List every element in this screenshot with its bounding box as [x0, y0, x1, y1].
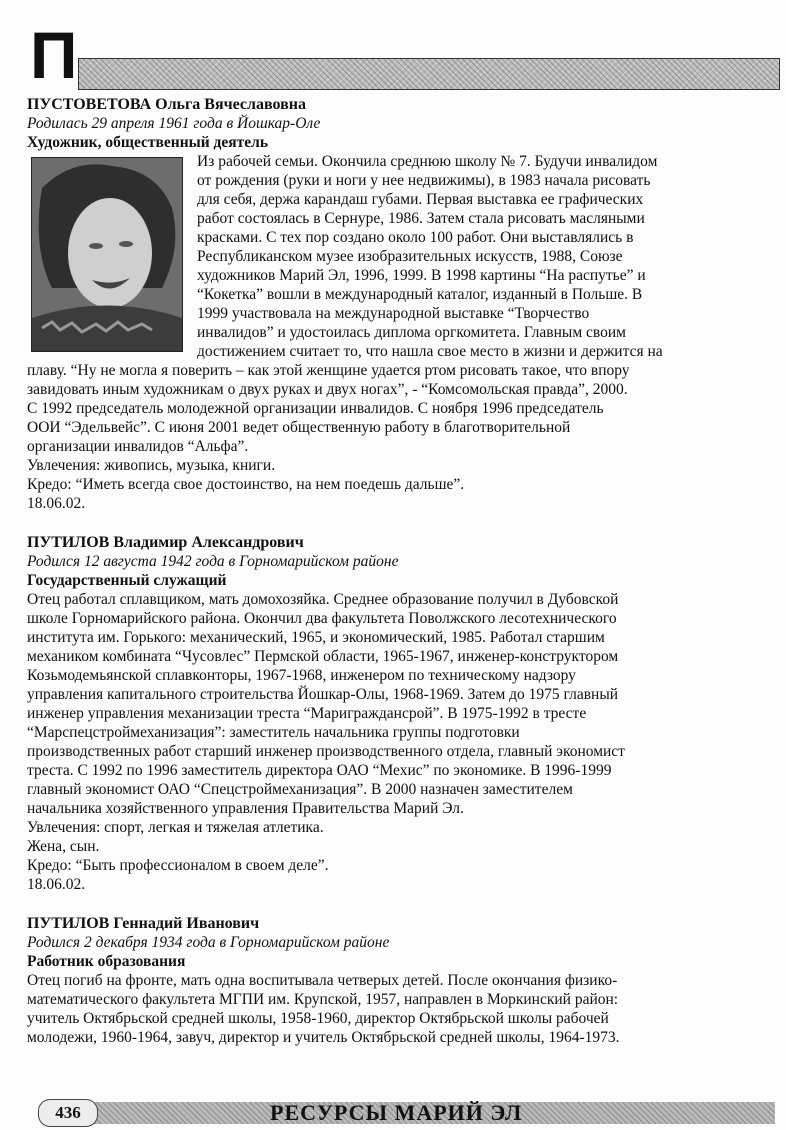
text-line: 1999 участвовала на международной выставке “Творчество	[197, 305, 590, 322]
text-line: инженер управления механизации треста “Мариграждансрой”. В 1975-1992 в тресте	[27, 705, 587, 722]
text-line: от рождения (руки и ноги у нее недвижимы), в 1983 начала рисовать	[197, 172, 651, 189]
entry-profession: Государственный служащий	[27, 572, 227, 589]
text-line: ООИ “Эдельвейс”. С июня 2001 ведет общественную работу в благотворительной	[27, 419, 571, 436]
entry-name: ПУТИЛОВ Геннадий Иванович	[27, 915, 260, 932]
text-line: треста. С 1992 по 1996 заместитель директора ОАО “Мехис” по экономике. В 1996-1999	[27, 762, 612, 779]
text-line: управления капитального строительства Йошкар-Олы, 1968-1969. Затем до 1975 главный	[27, 686, 619, 703]
text-line: для себя, держа карандаш губами. Первая выставка ее графических	[197, 191, 644, 208]
text-line: завидовать иным художникам о двух руках и двух ногах”, - “Комсомольская правда”, 2000.	[27, 381, 628, 398]
text-line: С 1992 председатель молодежной организации инвалидов. С ноября 1996 председатель	[27, 400, 604, 417]
text-line: института им. Горького: механический, 1965, и экономический, 1985. Работал старшим	[27, 629, 605, 646]
text-line: школе Горномарийского района. Окончил два факультета Поволжского лесотехнического	[27, 610, 617, 627]
text-line: молодежи, 1960-1964, завуч, директор и учитель Октябрьской средней школы, 1964-1973.	[27, 1029, 620, 1046]
text-line: инвалидов” и удостоилась диплома оргкомитета. Главным своим	[197, 324, 626, 341]
text-line: плаву. “Ну не могла я поверить – как этой женщине удается ртом рисовать такое, что впору	[27, 362, 630, 379]
entries-column	[27, 95, 762, 1067]
entry-profession: Работник образования	[27, 953, 186, 970]
entry-name: ПУТИЛОВ Владимир Александрович	[27, 534, 304, 551]
text-line: Кредо: “Быть профессионалом в своем деле”.	[27, 857, 329, 874]
text-line: учитель Октябрьской средней школы, 1958-1960, директор Октябрьской школы рабочей	[27, 1010, 609, 1027]
biography-entry	[27, 95, 762, 513]
entry-birth: Родился 12 августа 1942 года в Горномарийском районе	[27, 553, 399, 570]
text-line: организации инвалидов “Альфа”.	[27, 438, 249, 455]
section-header	[20, 18, 780, 98]
footer-title: РЕСУРСЫ МАРИЙ ЭЛ	[270, 1100, 523, 1125]
page-number: 436	[38, 1099, 98, 1127]
text-line: главный экономист ОАО “Спецстроймеханизация”. В 2000 назначен заместителем	[27, 781, 573, 798]
text-line: Из рабочей семьи. Окончила среднюю школу № 7. Будучи инвалидом	[197, 153, 658, 170]
entry-text	[27, 590, 762, 894]
text-line: Отец погиб на фронте, мать одна воспитывала четверых детей. После окончания физико-	[27, 972, 618, 989]
text-line: 18.06.02.	[27, 495, 86, 512]
text-line: Отец работал сплавщиком, мать домохозяйка. Среднее образование получил в Дубовской	[27, 591, 619, 608]
biography-entry	[27, 533, 762, 894]
entry-name: ПУСТОВЕТОВА Ольга Вячеславовна	[27, 96, 306, 113]
text-line: художников Марий Эл, 1996, 1999. В 1998 картины “На распутье” и	[197, 267, 646, 284]
text-line: Увлечения: живопись, музыка, книги.	[27, 457, 276, 474]
biography-entry	[27, 914, 762, 1047]
text-line: 18.06.02.	[27, 876, 86, 893]
text-line: Жена, сын.	[27, 838, 100, 855]
text-line: Республиканском музее изобразительных искусств, 1988, Союзе	[197, 248, 623, 265]
text-line: Увлечения: спорт, легкая и тяжелая атлетика.	[27, 819, 324, 836]
text-line: начальника хозяйственного управления Правительства Марий Эл.	[27, 800, 464, 817]
text-line: “Кокетка” вошли в международный каталог, изданный в Польше. В	[197, 286, 643, 303]
section-letter: П	[30, 18, 77, 92]
entry-profession: Художник, общественный деятель	[27, 134, 269, 151]
entry-birth: Родилась 29 апреля 1961 года в Йошкар-Оле	[27, 115, 321, 132]
entry-birth: Родился 2 декабря 1934 года в Горномарийском районе	[27, 934, 390, 951]
entry-text	[27, 971, 762, 1047]
text-line: Кредо: “Иметь всегда свое достоинство, на нем поедешь дальше”.	[27, 476, 465, 493]
portrait-photo	[31, 157, 183, 352]
text-line: механиком комбината “Чусовлес” Пермской области, 1965-1967, инженер-конструктором	[27, 648, 619, 665]
text-line: производственных работ старший инженер производственного отдела, главный экономист	[27, 743, 625, 760]
text-line: работ состоялась в Сернуре, 1986. Затем стала рисовать масляными	[197, 210, 645, 227]
portrait-drawing	[32, 158, 182, 351]
text-line: математического факультета МГПИ им. Крупской, 1957, направлен в Моркинский район:	[27, 991, 619, 1008]
text-line: красками. С тех пор создано около 100 работ. Они выставлялись в	[197, 229, 634, 246]
text-line: достижением считает то, что нашла свое место в жизни и держится на	[197, 343, 663, 360]
text-line: “Марспецстроймеханизация”: заместитель начальника группы подготовки	[27, 724, 520, 741]
header-decorative-band	[78, 58, 780, 90]
text-line: Козьмодемьянской сплавконторы, 1967-1968, инженером по техническому надзору	[27, 667, 576, 684]
page-footer	[20, 1096, 780, 1126]
